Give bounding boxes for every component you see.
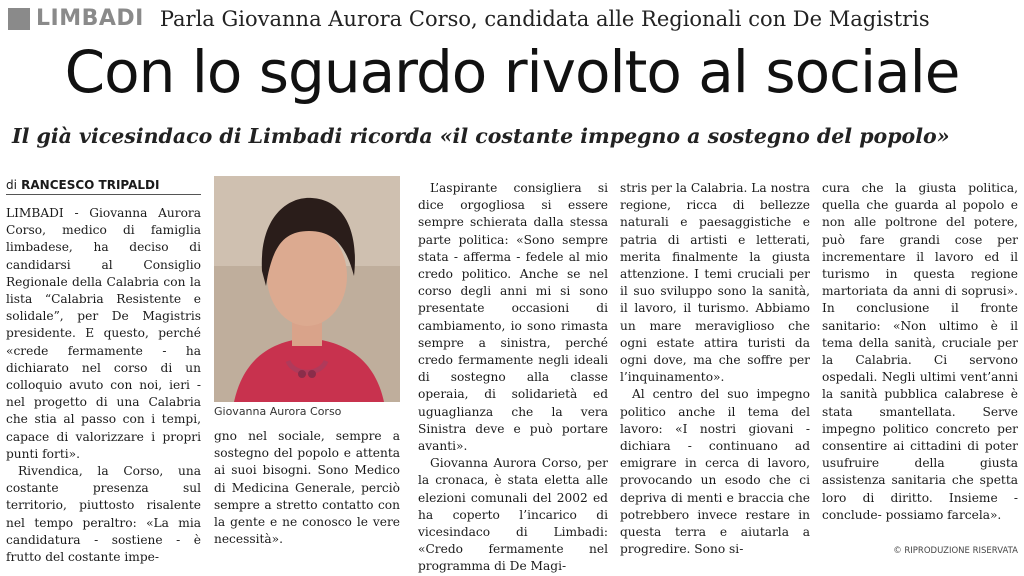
article-column-2 xyxy=(214,428,400,548)
paragraph: gno nel sociale, sempre a sostegno del popolo e attenta ai suoi bisogni. Sono Medico di Medicina Generale, perciò sempre a stretto contatto con la gente e ne conosco le vere necessità». xyxy=(214,429,400,547)
paragraph: Giovanna Aurora Corso, per la cronaca, è stata eletta alle elezioni comunali del 2002 ed ha coperto l’incarico di vicesindaco di Limbadi: «Credo fermamente nel programma di De Magi- xyxy=(418,456,608,574)
paragraph: stris per la Calabria. La nostra regione, ricca di bellezze naturali e paesaggistiche e patria di artisti e letterati, merita finalmente la giusta attenzione. I temi cruciali per il suo sviluppo sono la sanità, il lavoro, il turismo. Abbiamo un mare meraviglioso che ogni estate attira turisti da ogni dove, ma che soffre per l’inquinamento». xyxy=(620,181,810,385)
copyright-notice: © RIPRODUZIONE RISERVATA xyxy=(893,546,1018,556)
section-kicker: LIMBADI xyxy=(36,6,144,31)
byline-author: RANCESCO TRIPALDI xyxy=(21,178,160,192)
kicker-square xyxy=(8,8,30,30)
photo-caption: Giovanna Aurora Corso xyxy=(214,405,342,418)
article-column-5 xyxy=(822,180,1018,524)
article-column-4 xyxy=(620,180,810,558)
paragraph: Rivendica, la Corso, una costante presenza sul territorio, piuttosto risalente nel tempo peraltro: «La mia candidatura - sostiene - è frutto del costante impe- xyxy=(6,464,201,565)
article-column-3 xyxy=(418,180,608,576)
portrait-illustration xyxy=(214,176,400,402)
byline xyxy=(6,178,201,195)
paragraph: L’aspirante consigliera si dice orgogliosa si essere sempre schierata dalla stessa parte politica: «Sono sempre stata - afferma - fedele al mio credo politico. Anche se nel corso degli anni mi si sono presentate occasioni di cambiamento, io sono rimasta sempre a sinistra, perché credo fermamente negli ideali di sostegno alla classe operaia, di solidarietà ed uguaglianza che la vera Sinistra deve e può portare avanti». xyxy=(418,181,608,454)
byline-prefix: di xyxy=(6,178,17,192)
portrait-photo xyxy=(214,176,400,402)
article-column-1 xyxy=(6,205,201,566)
overline: Parla Giovanna Aurora Corso, candidata alle Regionali con De Magistris xyxy=(159,6,930,31)
headline: Con lo sguardo rivolto al sociale xyxy=(64,38,960,106)
kicker-row xyxy=(8,6,1018,36)
paragraph: Al centro del suo impegno politico anche il tema del lavoro: «I nostri giovani - dichiara - continuano ad emigrare in cerca di lavoro, provocando un esodo che ci depriva di menti e braccia che potrebbero invece restare in questa terra e aiutarla a progredire. Sono si- xyxy=(620,387,810,557)
paragraph: LIMBADI - Giovanna Aurora Corso, medico di famiglia limbadese, ha deciso di candidarsi al Consiglio Regionale della Calabria con la lista “Calabria Resistente e solidale”, per De Magistris presidente. E questo, perché «crede fermamente - ha dichiarato nel corso di un colloquio avuto con noi, ieri - nel progetto di una Calabria che stia al passo con i tempi, capace di valorizzare i propri punti forti». xyxy=(6,206,201,461)
paragraph: cura che la giusta politica, quella che guarda al popolo e non alle poltrone del potere, può fare grandi cose per incrementare il lavoro ed il turismo in questa regione martoriata da anni di soprusi». In conclusione il fronte sanitario: «Non ultimo è il tema della sanità, cruciale per la Calabria. Ci servono ospedali. Negli ultimi vent’anni la sanità pubblica calabrese è stata smantellata. Serve impegno politico concreto per consentire ai cittadini di poter usufruire della giusta assistenza sanitaria che spetta loro di diritto. Insieme -conclude- possiamo farcela». xyxy=(822,181,1018,522)
subtitle: Il già vicesindaco di Limbadi ricorda «il costante impegno a sostegno del popolo» xyxy=(12,124,950,148)
